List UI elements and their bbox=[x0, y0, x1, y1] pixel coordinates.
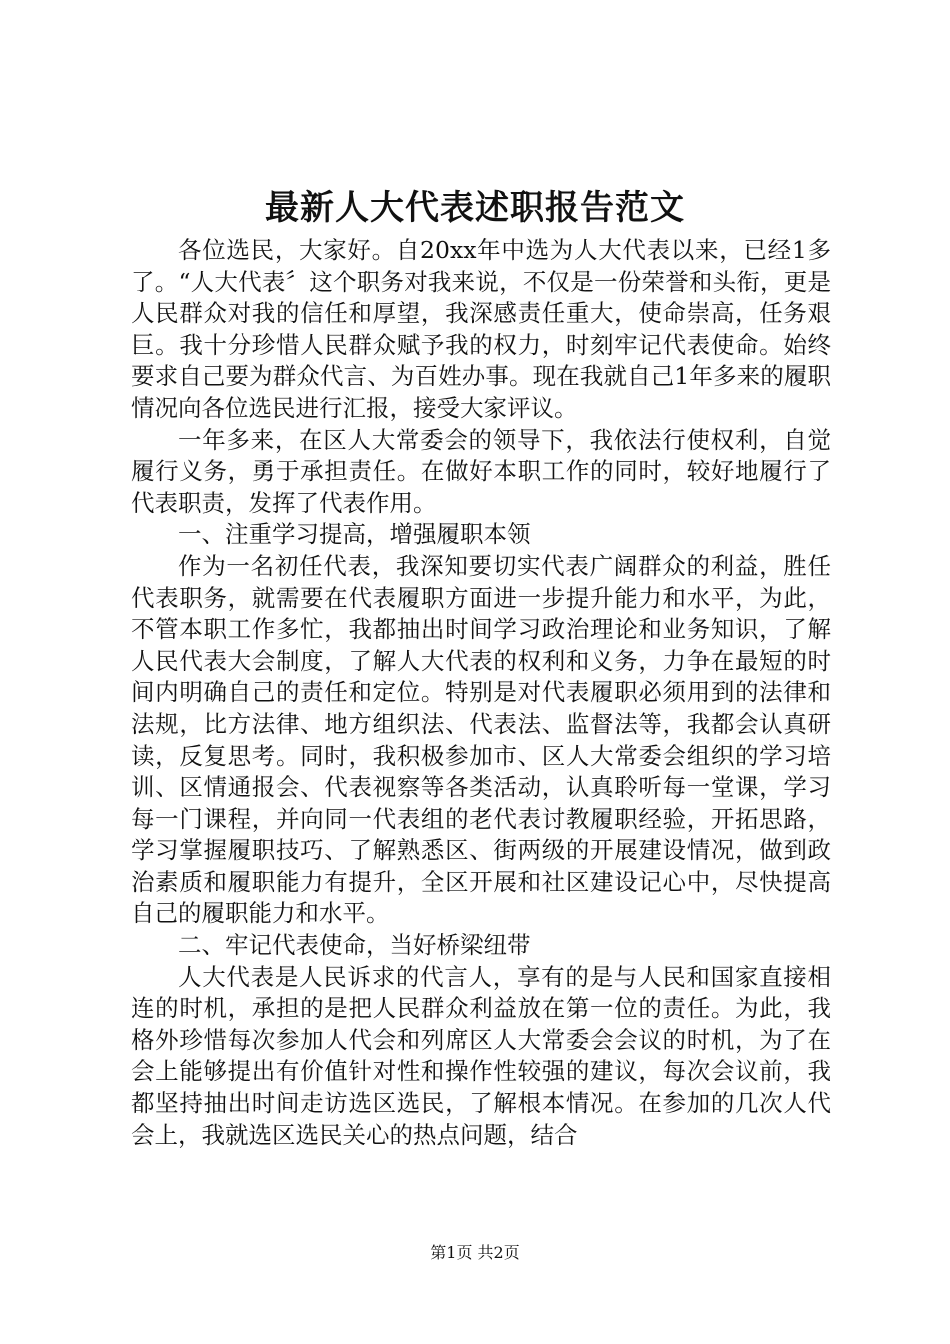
paragraph-summary: 一年多来，在区人大常委会的领导下，我依法行使权利，自觉履行义务，勇于承担责任。在做好本职工作的同时，较好地履行了代表职责，发挥了代表作用。 bbox=[131, 425, 831, 517]
paragraph-intro: 各位选民，大家好。自20xx年中选为人大代表以来，已经1多了。“人大代表〞这个职务对我来说，不仅是一份荣誉和头衔，更是人民群众对我的信任和厚望，我深感责任重大，使命崇高，任务艰巨。我十分珍惜人民群众赋予我的权力，时刻牢记代表使命。始终要求自己要为群众代言、为百姓办事。现在我就自己1年多来的履职情况向各位选民进行汇报，接受大家评议。 bbox=[131, 236, 831, 422]
paragraph-section-2: 人大代表是人民诉求的代言人，享有的是与人民和国家直接相连的时机，承担的是把人民群众利益放在第一位的责任。为此，我格外珍惜每次参加人代会和列席区人大常委会会议的时机，为了在会上能够提出有价值针对性和操作性较强的建议，每次会议前，我都坚持抽出时间走访选区选民，了解根本情况。在参加的几次人代会上，我就选区选民关心的热点问题，结合 bbox=[131, 962, 831, 1149]
page-footer: 第1页 共2页 bbox=[430, 1243, 520, 1262]
section-heading-2: 二、牢记代表使命，当好桥梁纽带 bbox=[178, 931, 531, 960]
document-body bbox=[131, 235, 831, 1151]
paragraph-section-1: 作为一名初任代表，我深知要切实代表广阔群众的利益，胜任代表职务，就需要在代表履职方面进一步提升能力和水平，为此，不管本职工作多忙，我都抽出时间学习政治理论和业务知识，了解人民代表大会制度，了解人大代表的权利和义务，力争在最短的时间内明确自己的责任和定位。特别是对代表履职必须用到的法律和法规，比方法律、地方组织法、代表法、监督法等，我都会认真研读，反复思考。同时，我积极参加市、区人大常委会组织的学习培训、区情通报会、代表视察等各类活动，认真聆听每一堂课，学习每一门课程，并向同一代表组的老代表讨教履职经验，开拓思路，学习掌握履职技巧、了解熟悉区、街两级的开展建设情况，做到政治素质和履职能力有提升，全区开展和社区建设记心中，尽快提高自己的履职能力和水平。 bbox=[131, 551, 831, 928]
document-title: 最新人大代表述职报告范文 bbox=[265, 188, 685, 228]
section-heading-1: 一、注重学习提高，增强履职本领 bbox=[178, 520, 531, 549]
